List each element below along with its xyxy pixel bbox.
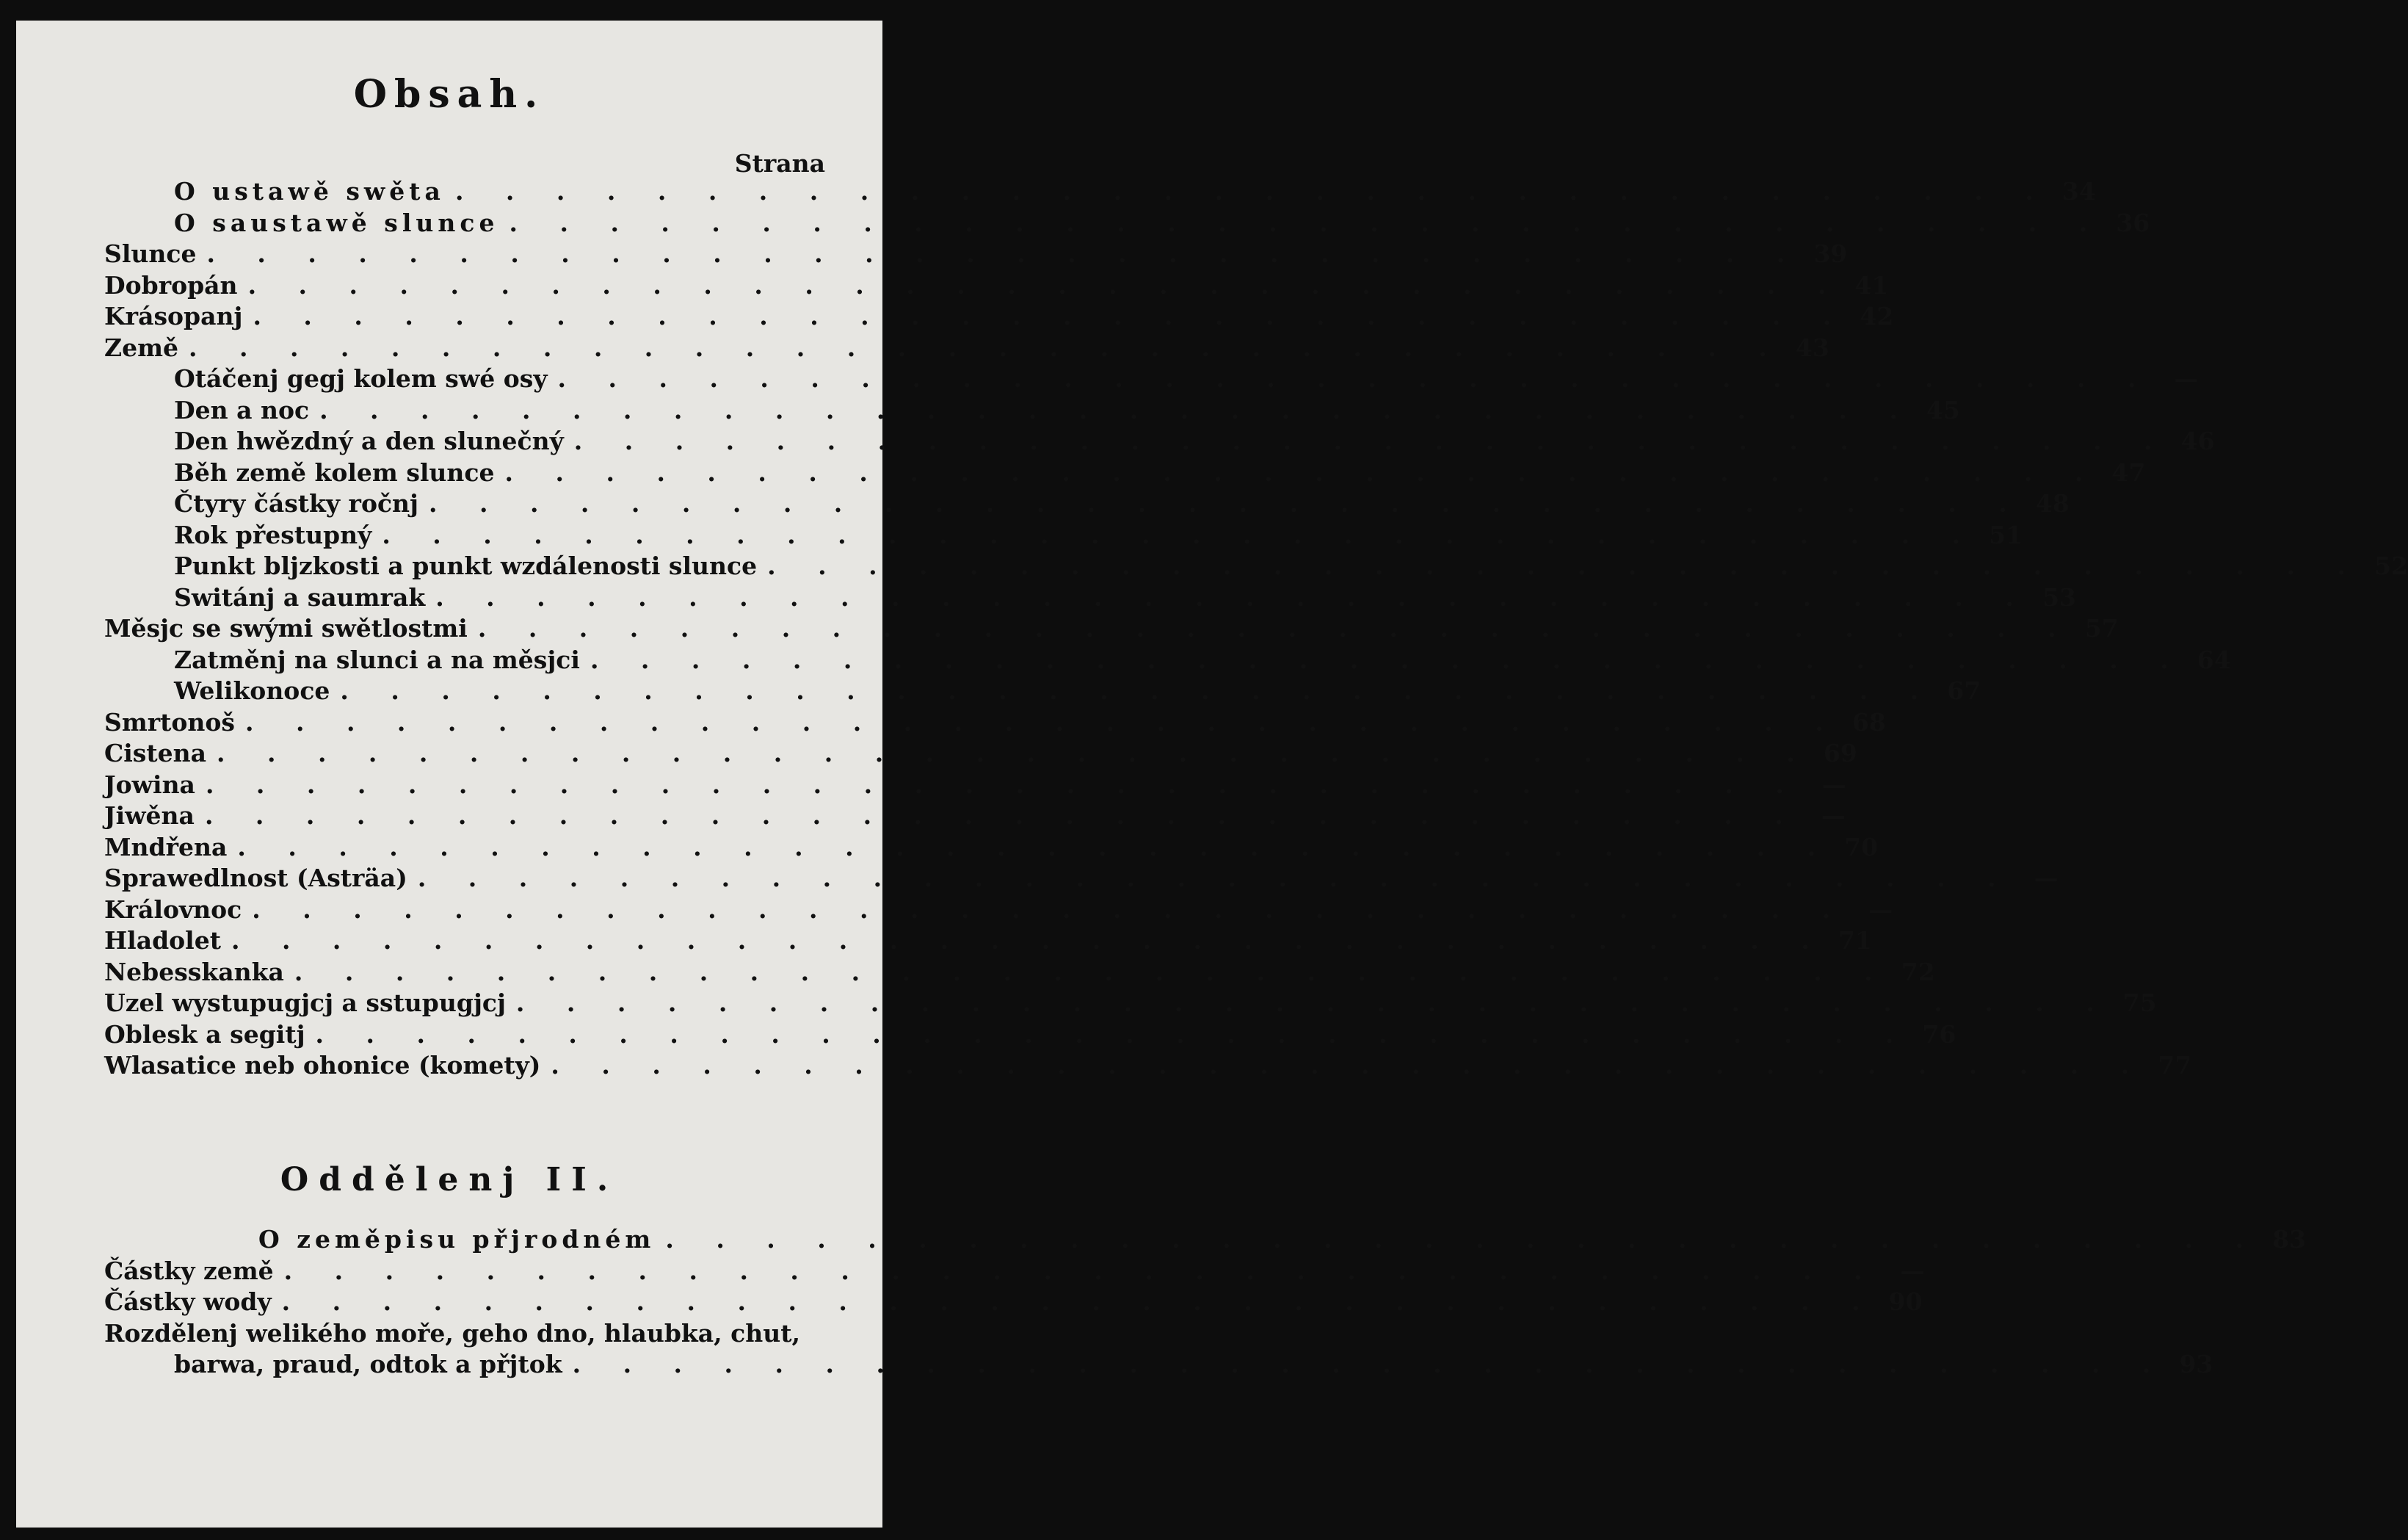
toc-entry-title: Královnoc (104, 894, 242, 924)
toc-entry (174, 395, 1960, 428)
dot-leader: . . . . . . . . . . . . . . . . . . . . . . . . . . . . . . . . (217, 739, 1812, 767)
page-title: Obsah. (353, 72, 545, 117)
dot-leader: . . . . . . . . . . . . . . . . . . . . . . . . . . . . . . . . (382, 520, 1978, 549)
toc-entry-title: Oblesk a segitj (104, 1019, 305, 1049)
dot-leader: . . . . . . . . . . . . . . . . . . . . . . . . . . . . . . . . (252, 894, 1848, 924)
toc-entry-title: Den a noc (174, 395, 310, 424)
toc-page-number: 42 (1860, 302, 1894, 330)
toc-page-number: 46 (2180, 427, 2215, 455)
toc-entry (174, 427, 2215, 459)
book-page (16, 21, 2408, 1528)
dot-leader: . . . . . . . . . . . . . . . . . . . . . . . . . . . . . . . . (665, 1225, 2261, 1254)
toc-entry-title: Nebesskanka (104, 957, 284, 986)
toc-entry (174, 364, 2199, 397)
toc-entry-title: O ustawě swěta (174, 177, 445, 206)
toc-entry-title: Země (104, 333, 178, 362)
toc-entry-title: Otáčenj gegj kolem swé osy (174, 364, 548, 393)
toc-entry (174, 1350, 2213, 1382)
dot-leader: . . . . . . . . . . . . . . . . . . . . . . . . . . . . . . . . (590, 645, 2186, 674)
dot-leader: . . . . . . . . . . . . . . . . . . . . . . . . . . . . . . . . (281, 1287, 1877, 1316)
dot-leader: . . . . . . . . . . . . . . . . . . . . . . . . . . . . . . . . (206, 239, 1802, 268)
dot-leader: . . . . . . . . . . . . . . . . . . . . . . . . . . . . . . . . (283, 1256, 1879, 1285)
toc-page-number: 67 (1947, 676, 1981, 705)
dot-leader: . . . . . . . . . . . . . . . . . . . . . . . . . . . . . . . . (515, 988, 2111, 1017)
dot-leader: . . . . . . . . . . . . . . . . . . . . . . . . . . . . . . . . (417, 864, 2013, 892)
page-column-header: Strana (734, 149, 825, 178)
toc-entry-title: Sprawedlnost (Asträa) (104, 864, 407, 892)
toc-entry-title: Měsjc se swými swětlostmi (104, 614, 468, 643)
toc-entry-title: Den hwězdný a den slunečný (174, 427, 564, 455)
toc-page-number: 90 (1888, 1287, 1923, 1316)
toc-page-number: 72 (1901, 957, 1935, 986)
dot-leader: . . . . . . . . . . . . . . . . . . . . . . . . . . . . . . . . (767, 552, 2362, 580)
toc-page-number: 39 (1813, 239, 1848, 268)
toc-entry-title: Hladolet (104, 926, 221, 955)
toc-entry-title: Rozdělenj welikého moře, geho dno, hlaubka, chut, (104, 1318, 800, 1348)
dot-leader: . . . . . . . . . . . . . . . . . . . . . . . . . . . . . . . . (315, 1019, 1911, 1049)
dot-leader: . . . . . . . . . . . . . . . . . . . . . . . . . . . . . . . . (253, 302, 1849, 330)
dot-leader: . . . . . . . . . . . . . . . . . . . . . . . . . . . . . . . . (454, 177, 2050, 206)
dot-leader: . . . . . . . . . . . . . . . . . . . . . . . . . . . . . . . . (205, 770, 1801, 799)
toc-page-number: — (2174, 364, 2199, 393)
dot-leader: . . . . . . . . . . . . . . . . . . . . . . . . . . . . . . . . (244, 707, 1841, 737)
toc-entry (104, 239, 1848, 272)
dot-leader: . . . . . . . . . . . . . . . . . . . . . . . . . . . . . . . . (237, 832, 1833, 861)
toc-entry (104, 957, 1935, 990)
toc-entry-title: barwa, praud, odtok a přjtok (174, 1350, 562, 1378)
toc-entry (104, 864, 2059, 896)
toc-entry-title: Slunce (104, 239, 197, 268)
toc-entry-title: O saustawě slunce (174, 208, 499, 237)
dot-leader: . . . . . . . . . . . . . . . . . . . . . . . . . . . . . . . . (247, 270, 1843, 300)
toc-entry (174, 489, 2070, 521)
toc-entry (104, 801, 1846, 834)
toc-entry (104, 894, 1893, 928)
toc-entry (174, 520, 2023, 553)
toc-page-number: — (1821, 770, 1846, 799)
toc-entry-title: Jiwěna (104, 801, 195, 830)
toc-page-number: 77 (2158, 1051, 2192, 1080)
toc-entry-title: Běh země kolem slunce (174, 458, 495, 487)
toc-entry (174, 676, 1981, 709)
toc-page-number: 93 (2179, 1350, 2213, 1378)
toc-page-number: 83 (2272, 1225, 2307, 1254)
toc-entry (104, 832, 1879, 865)
toc-page-number: 51 (1989, 520, 2023, 549)
toc-entry (174, 177, 2096, 209)
dot-leader: . . . . . . . . . . . . . . . . . . . . . . . . . . . . . . . . (572, 1350, 2168, 1378)
toc-page-number: — (1900, 1256, 1925, 1285)
toc-entry (104, 739, 1857, 771)
toc-page-number: 76 (1922, 1019, 1956, 1049)
toc-entry-title: Zatměnj na slunci a na měsjci (174, 645, 580, 674)
toc-entry-title: Mndřena (104, 832, 228, 861)
dot-leader: . . . . . . . . . . . . . . . . . . . . . . . . . . . . . . . . (340, 676, 1936, 705)
toc-page-number: 64 (2197, 645, 2231, 674)
toc-entry (174, 552, 2408, 584)
dot-leader: . . . . . . . . . . . . . . . . . . . . . . . . . . . . . . . . (435, 582, 2031, 612)
dot-leader: . . . . . . . . . . . . . . . . . . . . . . . . . . . . . . . . (428, 489, 2024, 518)
toc-entry-title: Čtyry částky ročnj (174, 489, 418, 518)
dot-leader: . . . . . . . . . . . . . . . . . . . . . . . . . . . . . . . . (551, 1051, 2147, 1080)
toc-page-number: 47 (2111, 458, 2146, 487)
toc-entry (104, 302, 1894, 334)
toc-entry-title: Welikonoce (174, 676, 330, 705)
toc-page-number: 75 (2122, 988, 2157, 1017)
toc-page-number: 36 (2116, 208, 2150, 237)
toc-page-number: 34 (2061, 177, 2096, 206)
toc-entry-title: Částky země (104, 1256, 274, 1285)
toc-page-number: 52 (2373, 552, 2408, 580)
toc-entry-title: Smrtonoš (104, 707, 235, 737)
toc-entry (104, 1319, 843, 1351)
toc-entry-title: Cistena (104, 739, 206, 767)
toc-page-number: 71 (1838, 926, 1872, 955)
toc-entry-title: Dobropán (104, 270, 238, 300)
toc-entry-title: Uzel wystupugjcj a sstupugjcj (104, 988, 506, 1017)
dot-leader: . . . . . . . . . . . . . . . . . . . . . . . . . . . . . . . . (504, 458, 2100, 487)
toc-page-number: 43 (1795, 333, 1829, 362)
dot-leader: . . . . . . . . . . . . . . . . . . . . . . . . . . . . . . . . (189, 333, 1784, 362)
toc-page-number: 70 (1844, 832, 1879, 861)
toc-entry-title: Punkt bljzkosti a punkt wzdálenosti slunce (174, 552, 758, 580)
toc-page-number: 57 (2084, 614, 2119, 643)
toc-page-number: 48 (2035, 489, 2070, 518)
dot-leader: . . . . . . . . . . . . . . . . . . . . . . . . . . . . . . . . (231, 926, 1827, 955)
dot-leader: . . . . . . . . . . . . . . . . . . . . . . . . . . . . . . . . (509, 208, 2105, 237)
toc-entry-title: Krásopanj (104, 302, 243, 330)
toc-page-number: 45 (1926, 395, 1960, 424)
toc-entry (104, 333, 1829, 366)
dot-leader: . . . . . . . . . . . . . . . . . . . . . . . . . . . . . . . . (573, 427, 2169, 455)
dot-leader: . . . . . . . . . . . . . . . . . . . . . . . . . . . . . . . . (294, 957, 1890, 986)
section-heading: Oddělenj II. (280, 1161, 619, 1199)
toc-entry (104, 770, 1846, 803)
toc-entry-title: Switánj a saumrak (174, 582, 426, 612)
toc-page-number: — (2034, 864, 2059, 892)
toc-page-number: 41 (1854, 270, 1889, 300)
toc-page-number: 69 (1823, 739, 1857, 767)
toc-entry-title: Částky wody (104, 1287, 272, 1316)
toc-entry (174, 582, 2076, 615)
toc-page-number: — (1821, 801, 1846, 830)
toc-page-number: 53 (2042, 582, 2076, 612)
toc-entry (174, 645, 2231, 678)
dot-leader: . . . . . . . . . . . . . . . . . . . . . . . . . . . . . . . . (204, 801, 1800, 830)
toc-page-number: 68 (1852, 707, 1886, 737)
toc-entry (104, 1019, 1956, 1052)
dot-leader: . . . . . . . . . . . . . . . . . . . . . . . . . . . . . . . . (477, 614, 2073, 643)
table-of-contents (16, 21, 2408, 1528)
toc-entry-title: Rok přestupný (174, 520, 372, 549)
toc-entry (104, 270, 1889, 303)
toc-entry (104, 1256, 1925, 1289)
toc-entry (104, 614, 2119, 646)
toc-entry (104, 926, 1872, 958)
toc-entry-title: O zeměpisu přjrodném (258, 1225, 656, 1254)
dot-leader: . . . . . . . . . . . . . . . . . . . . . . . . . . . . . . . . (319, 395, 1915, 424)
toc-entry (104, 1287, 1923, 1320)
toc-page-number: — (1868, 894, 1893, 924)
toc-entry (258, 1225, 2307, 1257)
toc-entry (104, 707, 1886, 740)
toc-entry-title: Wlasatice neb ohonice (komety) (104, 1051, 541, 1080)
toc-entry (104, 1051, 2192, 1083)
toc-entry (174, 208, 2150, 241)
toc-entry (174, 458, 2146, 491)
dot-leader: . . . . . . . . . . . . . . . . . . . . . . . . . . . . . . . . (557, 364, 2153, 393)
toc-entry-title: Jowina (104, 770, 195, 799)
toc-entry (104, 988, 2157, 1021)
